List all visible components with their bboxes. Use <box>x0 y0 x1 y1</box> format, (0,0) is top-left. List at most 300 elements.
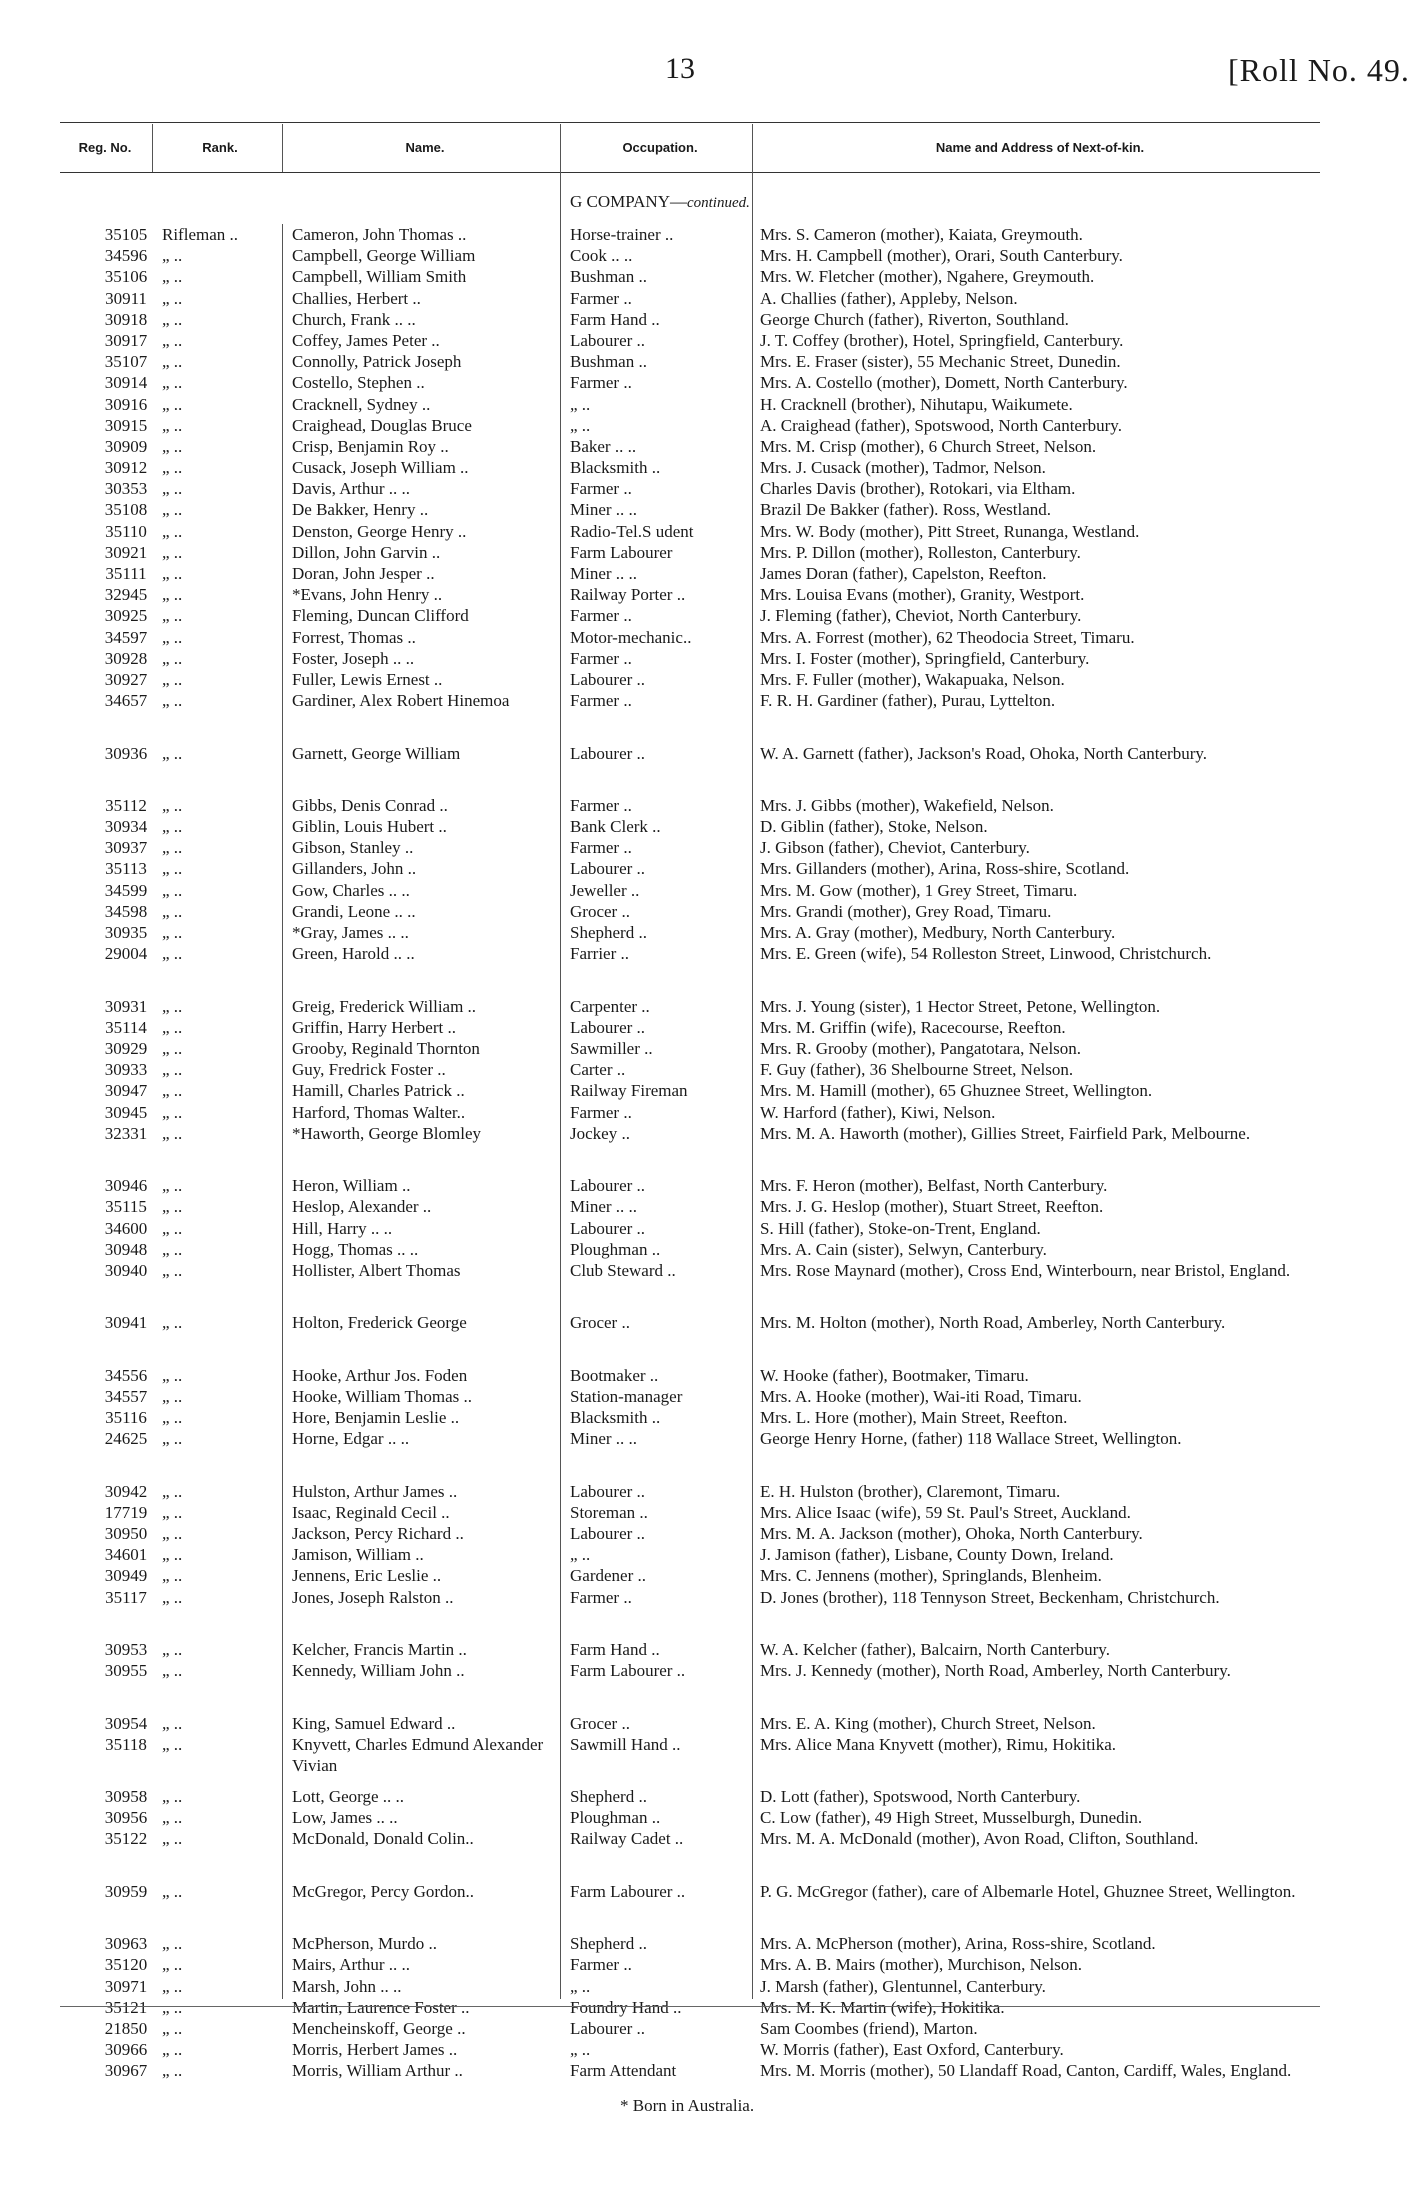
occupation: Club Steward .. <box>570 1260 676 1280</box>
reg-number: 30946 <box>104 1176 148 1196</box>
column-header <box>60 124 1320 172</box>
soldier-name: Jones, Joseph Ralston .. <box>292 1587 454 1607</box>
occupation: Shepherd .. <box>570 923 647 943</box>
reg-number: 32945 <box>104 585 148 605</box>
rank: „ .. <box>162 1017 183 1037</box>
table-row <box>0 1102 1426 1123</box>
next-of-kin: Mrs. Rose Maynard (mother), Cross End, Winterbourn, near Bristol, England. <box>760 1260 1291 1280</box>
reg-number: 34596 <box>104 246 148 266</box>
table-row <box>0 837 1426 858</box>
occupation: Bank Clerk .. <box>570 817 661 837</box>
table-row <box>0 521 1426 542</box>
soldier-name: Gardiner, Alex Robert Hinemoa <box>292 691 510 711</box>
reg-number: 30959 <box>104 1881 148 1901</box>
table-row <box>0 1587 1426 1639</box>
next-of-kin: James Doran (father), Capelston, Reefton. <box>760 564 1047 583</box>
soldier-name: De Bakker, Henry .. <box>292 500 429 520</box>
next-of-kin: Mrs. A. Hooke (mother), Wai-iti Road, Timaru. <box>760 1386 1082 1406</box>
reg-number: 30936 <box>104 743 148 763</box>
next-of-kin: Mrs. E. Fraser (sister), 55 Mechanic Street, Dunedin. <box>760 352 1121 372</box>
soldier-name: Gibson, Stanley .. <box>292 838 414 858</box>
reg-number: 30947 <box>104 1081 148 1101</box>
rank: „ .. <box>162 1038 183 1058</box>
table-row <box>0 1260 1426 1312</box>
rank: „ .. <box>162 1408 183 1428</box>
occupation: Labourer .. <box>570 1017 646 1037</box>
rank: „ .. <box>162 1639 183 1659</box>
rank: „ .. <box>162 795 183 815</box>
occupation: Railway Porter .. <box>570 585 686 605</box>
rank: „ .. <box>162 901 183 921</box>
table-row <box>0 372 1426 393</box>
occupation: Farrier .. <box>570 944 630 964</box>
soldier-name: *Haworth, George Blomley <box>292 1123 482 1143</box>
soldier-name: Cusack, Joseph William .. <box>292 458 469 478</box>
next-of-kin: A. Challies (father), Appleby, Nelson. <box>760 288 1018 308</box>
next-of-kin: Mrs. W. Body (mother), Pitt Street, Runanga, Westland. <box>760 521 1140 541</box>
occupation: Farm Labourer .. <box>570 1661 686 1681</box>
header-rank: Rank. <box>202 140 238 155</box>
reg-number: 35111 <box>105 564 147 583</box>
occupation: Ploughman .. <box>570 1808 661 1828</box>
next-of-kin: Mrs. E. Green (wife), 54 Rolleston Street, Linwood, Christchurch. <box>760 944 1212 964</box>
reg-number: 30921 <box>104 542 148 562</box>
rank: „ .. <box>162 267 183 287</box>
rank: „ .. <box>162 1997 183 2017</box>
next-of-kin: W. A. Garnett (father), Jackson's Road, Ohoka, North Canterbury. <box>760 743 1207 763</box>
next-of-kin: E. H. Hulston (brother), Claremont, Timaru. <box>760 1481 1061 1501</box>
rank: „ .. <box>162 1102 183 1122</box>
next-of-kin: Mrs. H. Campbell (mother), Orari, South Canterbury. <box>760 246 1123 266</box>
next-of-kin: W. Morris (father), East Oxford, Canterbury. <box>760 2040 1064 2060</box>
table-row <box>0 1881 1426 1933</box>
occupation: Labourer .. <box>570 859 646 879</box>
next-of-kin: Mrs. A. B. Mairs (mother), Murchison, Nelson. <box>760 1955 1083 1975</box>
reg-number: 32331 <box>104 1123 148 1143</box>
next-of-kin: D. Giblin (father), Stoke, Nelson. <box>760 817 988 837</box>
soldier-name: Jackson, Percy Richard .. <box>292 1523 464 1543</box>
occupation: Carpenter .. <box>570 996 650 1016</box>
reg-number: 21850 <box>104 2019 148 2038</box>
reg-number: 30949 <box>104 1566 148 1586</box>
next-of-kin: Mrs. A. Gray (mother), Medbury, North Canterbury. <box>760 923 1116 943</box>
table-row <box>0 1976 1426 1997</box>
occupation: Farmer .. <box>570 288 632 308</box>
table-row <box>0 457 1426 478</box>
soldier-name: Foster, Joseph .. .. <box>292 648 415 668</box>
soldier-name: Lott, George .. .. <box>292 1787 405 1807</box>
reg-number: 35112 <box>105 795 147 815</box>
occupation: Radio-Tel.S udent <box>570 521 694 541</box>
rank: „ .. <box>162 415 183 435</box>
soldier-name: Hollister, Albert Thomas <box>292 1260 461 1280</box>
occupation: Miner .. .. <box>570 564 638 583</box>
soldier-name: Low, James .. .. <box>292 1808 398 1828</box>
soldier-name: Jamison, William .. <box>292 1545 424 1565</box>
table-row <box>0 2039 1426 2060</box>
reg-number: 30912 <box>104 458 148 478</box>
next-of-kin: Mrs. F. Fuller (mother), Wakapuaka, Nelson. <box>760 669 1065 689</box>
occupation: Storeman .. <box>570 1502 648 1522</box>
table-row <box>0 1523 1426 1544</box>
soldier-name: Mairs, Arthur .. .. <box>292 1955 411 1975</box>
occupation: Labourer .. <box>570 1523 646 1543</box>
soldier-name: Coffey, James Peter .. <box>292 330 440 350</box>
table-row <box>0 1239 1426 1260</box>
rank: „ .. <box>162 1502 183 1522</box>
next-of-kin: W. Hooke (father), Bootmaker, Timaru. <box>760 1365 1029 1385</box>
reg-number: 35114 <box>105 1017 147 1037</box>
table-row <box>0 584 1426 605</box>
occupation: Baker .. .. <box>570 436 637 456</box>
rank: „ .. <box>162 458 183 478</box>
soldier-name: Hamill, Charles Patrick .. <box>292 1081 465 1101</box>
soldier-name: Dillon, John Garvin .. <box>292 542 441 562</box>
rank: „ .. <box>162 923 183 943</box>
reg-number: 30928 <box>104 648 148 668</box>
rank: „ .. <box>162 2040 183 2060</box>
rank: „ .. <box>162 1734 183 1754</box>
reg-number: 30955 <box>104 1661 148 1681</box>
soldier-name: *Evans, John Henry .. <box>292 585 443 605</box>
next-of-kin: A. Craighead (father), Spotswood, North Canterbury. <box>760 415 1122 435</box>
table-row <box>0 1123 1426 1175</box>
soldier-name: Isaac, Reginald Cecil .. <box>292 1502 450 1522</box>
table-row <box>0 1481 1426 1502</box>
rank: „ .. <box>162 606 183 626</box>
table-row <box>0 1017 1426 1038</box>
reg-number: 30963 <box>104 1934 148 1954</box>
next-of-kin: Mrs. Gillanders (mother), Arina, Ross-shire, Scotland. <box>760 859 1130 879</box>
table-row <box>0 858 1426 879</box>
table-row <box>0 1544 1426 1565</box>
soldier-name: Hore, Benjamin Leslie .. <box>292 1408 460 1428</box>
occupation: Labourer .. <box>570 1218 646 1238</box>
soldier-name: Campbell, George William <box>292 246 476 266</box>
reg-number: 24625 <box>104 1429 148 1449</box>
occupation: Miner .. .. <box>570 500 638 520</box>
rank: „ .. <box>162 1123 183 1143</box>
rank: „ .. <box>162 859 183 879</box>
table-row <box>0 816 1426 837</box>
occupation: „ .. <box>570 415 591 435</box>
occupation: Sawmiller .. <box>570 1038 653 1058</box>
table-row <box>0 309 1426 330</box>
next-of-kin: Mrs. M. K. Martin (wife), Hokitika. <box>760 1997 1005 2017</box>
next-of-kin: Mrs. Grandi (mother), Grey Road, Timaru. <box>760 901 1052 921</box>
rank: „ .. <box>162 1060 183 1080</box>
reg-number: 34557 <box>104 1386 148 1406</box>
reg-number: 30971 <box>104 1976 148 1996</box>
header-bottom-rule <box>60 172 1320 173</box>
occupation: Farmer .. <box>570 1955 632 1975</box>
rank: „ .. <box>162 330 183 350</box>
rank: „ .. <box>162 1808 183 1828</box>
table-row <box>0 330 1426 351</box>
soldier-name: Griffin, Harry Herbert .. <box>292 1017 456 1037</box>
reg-number: 30931 <box>104 996 148 1016</box>
reg-number: 30916 <box>104 394 148 414</box>
next-of-kin: J. Marsh (father), Glentunnel, Canterbury. <box>760 1976 1046 1996</box>
reg-number: 30937 <box>104 838 148 858</box>
occupation: Labourer .. <box>570 1176 646 1196</box>
table-row <box>0 1038 1426 1059</box>
next-of-kin: S. Hill (father), Stoke-on-Trent, England. <box>760 1218 1041 1238</box>
occupation: Blacksmith .. <box>570 1408 661 1428</box>
soldier-name: Gow, Charles .. .. <box>292 880 410 900</box>
soldier-name: Giblin, Louis Hubert .. <box>292 817 447 837</box>
reg-number: 35110 <box>105 521 147 541</box>
rank: „ .. <box>162 2061 183 2081</box>
table-row <box>0 1428 1426 1480</box>
rank: „ .. <box>162 564 183 583</box>
table-row <box>0 245 1426 266</box>
next-of-kin: Mrs. J. G. Heslop (mother), Stuart Street, Reefton. <box>760 1197 1104 1217</box>
soldier-name: Campbell, William Smith <box>292 267 467 287</box>
rank: „ .. <box>162 1713 183 1733</box>
reg-number: 30918 <box>104 309 148 329</box>
reg-number: 34598 <box>104 901 148 921</box>
rank: „ .. <box>162 1545 183 1565</box>
next-of-kin: Mrs. I. Foster (mother), Springfield, Canterbury. <box>760 648 1090 668</box>
table-row <box>0 605 1426 626</box>
occupation: Grocer .. <box>570 901 630 921</box>
table-row <box>0 795 1426 816</box>
table-row <box>0 1502 1426 1523</box>
soldier-name: Kennedy, William John .. <box>292 1661 465 1681</box>
next-of-kin: Mrs. A. McPherson (mother), Arina, Ross-shire, Scotland. <box>760 1934 1156 1954</box>
soldier-name: Martin, Laurence Foster .. <box>292 1997 470 2017</box>
table-row <box>0 690 1426 742</box>
next-of-kin: Mrs. M. Hamill (mother), 65 Ghuznee Street, Wellington. <box>760 1081 1153 1101</box>
table-row <box>0 266 1426 287</box>
occupation: Shepherd .. <box>570 1787 647 1807</box>
next-of-kin: George Church (father), Riverton, Southland. <box>760 309 1069 329</box>
table-row <box>0 1660 1426 1712</box>
soldier-name: Hill, Harry .. .. <box>292 1218 393 1238</box>
rank: „ .. <box>162 1365 183 1385</box>
table-row <box>0 1059 1426 1080</box>
soldier-name: Marsh, John .. .. <box>292 1976 402 1996</box>
next-of-kin: Mrs. P. Dillon (mother), Rolleston, Canterbury. <box>760 542 1081 562</box>
next-of-kin: Sam Coombes (friend), Marton. <box>760 2019 978 2038</box>
reg-number: 30933 <box>104 1060 148 1080</box>
reg-number: 30915 <box>104 415 148 435</box>
next-of-kin: Mrs. J. Gibbs (mother), Wakefield, Nelson. <box>760 795 1054 815</box>
next-of-kin: W. A. Kelcher (father), Balcairn, North Canterbury. <box>760 1639 1110 1659</box>
soldier-name: Cameron, John Thomas .. <box>292 225 467 244</box>
next-of-kin: Mrs. M. A. McDonald (mother), Avon Road, Clifton, Southland. <box>760 1829 1199 1849</box>
reg-number: 35108 <box>104 500 148 520</box>
occupation: Railway Fireman <box>570 1081 688 1101</box>
table-row <box>0 288 1426 309</box>
rank: „ .. <box>162 1566 183 1586</box>
table-row <box>0 1828 1426 1880</box>
company-heading <box>570 192 750 212</box>
table-row <box>0 1218 1426 1239</box>
reg-number: 35116 <box>105 1408 147 1428</box>
page-number: 13 <box>665 52 695 85</box>
reg-number: 35122 <box>104 1829 148 1849</box>
next-of-kin: F. Guy (father), 36 Shelbourne Street, Nelson. <box>760 1060 1074 1080</box>
table-row <box>0 1565 1426 1586</box>
occupation: Shepherd .. <box>570 1934 647 1954</box>
soldier-name: Garnett, George William <box>292 743 461 763</box>
rank: „ .. <box>162 669 183 689</box>
occupation: Farmer .. <box>570 1587 632 1607</box>
table-row <box>0 901 1426 922</box>
occupation: Railway Cadet .. <box>570 1829 684 1849</box>
next-of-kin: Mrs. M. Morris (mother), 50 Llandaff Road, Canton, Cardiff, Wales, England. <box>760 2061 1292 2081</box>
occupation: Jeweller .. <box>570 880 640 900</box>
next-of-kin: Mrs. J. Cusack (mother), Tadmor, Nelson. <box>760 458 1046 478</box>
occupation: Sawmill Hand .. <box>570 1734 681 1754</box>
table-row <box>0 542 1426 563</box>
soldier-name: McPherson, Murdo .. <box>292 1934 437 1954</box>
occupation: Farm Hand .. <box>570 1639 660 1659</box>
rank: „ .. <box>162 521 183 541</box>
soldier-name: Connolly, Patrick Joseph <box>292 352 462 372</box>
occupation: Labourer .. <box>570 2019 646 2038</box>
soldier-name: Fleming, Duncan Clifford <box>292 606 469 626</box>
rank: „ .. <box>162 1881 183 1901</box>
reg-number: 35107 <box>104 352 148 372</box>
occupation: Farmer .. <box>570 648 632 668</box>
reg-number: 30934 <box>104 817 148 837</box>
table-bottom-rule <box>60 2006 1320 2007</box>
reg-number: 17719 <box>104 1502 148 1522</box>
rank: „ .. <box>162 1260 183 1280</box>
soldier-name: Heslop, Alexander .. <box>292 1197 432 1217</box>
occupation: Farmer .. <box>570 1102 632 1122</box>
soldier-name: Green, Harold .. .. <box>292 944 415 964</box>
occupation: Motor-mechanic.. <box>570 627 692 647</box>
reg-number: 30950 <box>104 1523 148 1543</box>
rank: „ .. <box>162 1976 183 1996</box>
next-of-kin: Mrs. M. Holton (mother), North Road, Amberley, North Canterbury. <box>760 1313 1226 1333</box>
next-of-kin: F. R. H. Gardiner (father), Purau, Lyttelton. <box>760 691 1056 711</box>
soldier-name: Cracknell, Sydney .. <box>292 394 431 414</box>
rank: „ .. <box>162 352 183 372</box>
reg-number: 30954 <box>104 1713 148 1733</box>
table-row <box>0 627 1426 648</box>
next-of-kin: Mrs. R. Grooby (mother), Pangatotara, Nelson. <box>760 1038 1082 1058</box>
next-of-kin: W. Harford (father), Kiwi, Nelson. <box>760 1102 996 1122</box>
soldier-name: Crisp, Benjamin Roy .. <box>292 436 449 456</box>
soldier-name: Doran, John Jesper .. <box>292 564 435 583</box>
next-of-kin: Mrs. M. A. Haworth (mother), Gillies Street, Fairfield Park, Melbourne. <box>760 1123 1251 1143</box>
footnote: * Born in Australia. <box>620 2096 755 2115</box>
occupation: Miner .. .. <box>570 1429 638 1449</box>
rank: „ .. <box>162 1239 183 1259</box>
soldier-name: Greig, Frederick William .. <box>292 996 477 1016</box>
rank: „ .. <box>162 542 183 562</box>
reg-number: 30958 <box>104 1787 148 1807</box>
occupation: Labourer .. <box>570 669 646 689</box>
reg-number: 34600 <box>104 1218 148 1238</box>
rank: „ .. <box>162 1197 183 1217</box>
occupation: Carter .. <box>570 1060 626 1080</box>
reg-number: 35106 <box>104 267 148 287</box>
table-row <box>0 1786 1426 1807</box>
reg-number: 30948 <box>104 1239 148 1259</box>
next-of-kin: Brazil De Bakker (father). Ross, Westland. <box>760 500 1052 520</box>
occupation: „ .. <box>570 1976 591 1996</box>
company-label: G COMPANY— <box>570 192 687 211</box>
roll-table <box>0 224 1426 2113</box>
reg-number: 30942 <box>104 1481 148 1501</box>
occupation: Farmer .. <box>570 373 632 393</box>
table-row <box>0 2018 1426 2039</box>
reg-number: 30935 <box>104 923 148 943</box>
next-of-kin: H. Cracknell (brother), Nihutapu, Waikumete. <box>760 394 1073 414</box>
rank: „ .. <box>162 288 183 308</box>
rank: „ .. <box>162 838 183 858</box>
occupation: Farm Labourer <box>570 542 673 562</box>
table-row <box>0 1734 1426 1786</box>
rank: „ .. <box>162 394 183 414</box>
column-divider <box>152 124 153 172</box>
rank: „ .. <box>162 1523 183 1543</box>
next-of-kin: Mrs. L. Hore (mother), Main Street, Reefton. <box>760 1408 1068 1428</box>
occupation: Bushman .. <box>570 352 647 372</box>
reg-number: 30914 <box>104 373 148 393</box>
next-of-kin: Mrs. M. Griffin (wife), Racecourse, Reefton. <box>760 1017 1066 1037</box>
rank: „ .. <box>162 944 183 964</box>
table-row <box>0 415 1426 436</box>
next-of-kin: Mrs. M. Crisp (mother), 6 Church Street, Nelson. <box>760 436 1097 456</box>
soldier-name: Heron, William .. <box>292 1176 411 1196</box>
soldier-name: Denston, George Henry .. <box>292 521 467 541</box>
occupation: Labourer .. <box>570 330 646 350</box>
reg-number: 30911 <box>105 288 147 308</box>
reg-number: 35120 <box>104 1955 148 1975</box>
table-row <box>0 563 1426 584</box>
occupation: „ .. <box>570 394 591 414</box>
occupation: Labourer .. <box>570 743 646 763</box>
rank: „ .. <box>162 627 183 647</box>
next-of-kin: J. Gibson (father), Cheviot, Canterbury. <box>760 838 1030 858</box>
next-of-kin: Mrs. E. A. King (mother), Church Street, Nelson. <box>760 1713 1096 1733</box>
rank: Rifleman .. <box>162 225 239 244</box>
rank: „ .. <box>162 880 183 900</box>
reg-number: 30925 <box>104 606 148 626</box>
rank: „ .. <box>162 500 183 520</box>
rank: „ .. <box>162 743 183 763</box>
rank: „ .. <box>162 309 183 329</box>
rank: „ .. <box>162 1934 183 1954</box>
rank: „ .. <box>162 1787 183 1807</box>
table-row <box>0 1807 1426 1828</box>
rank: „ .. <box>162 1661 183 1681</box>
reg-number: 35121 <box>104 1997 148 2017</box>
table-row <box>0 478 1426 499</box>
reg-number: 29004 <box>104 944 148 964</box>
reg-number: 30929 <box>104 1038 148 1058</box>
soldier-name: Morris, Herbert James .. <box>292 2040 458 2060</box>
occupation: Horse-trainer .. <box>570 225 674 244</box>
soldier-name: McGregor, Percy Gordon.. <box>292 1881 475 1901</box>
occupation: Farmer .. <box>570 691 632 711</box>
table-row <box>0 351 1426 372</box>
next-of-kin: P. G. McGregor (father), care of Albemarle Hotel, Ghuznee Street, Wellington. <box>760 1881 1296 1901</box>
next-of-kin: J. Jamison (father), Lisbane, County Down, Ireland. <box>760 1545 1114 1565</box>
table-row <box>0 1080 1426 1101</box>
rank: „ .. <box>162 1081 183 1101</box>
next-of-kin: Mrs. F. Heron (mother), Belfast, North Canterbury. <box>760 1176 1108 1196</box>
rank: „ .. <box>162 691 183 711</box>
next-of-kin: George Henry Horne, (father) 118 Wallace Street, Wellington. <box>760 1429 1182 1449</box>
